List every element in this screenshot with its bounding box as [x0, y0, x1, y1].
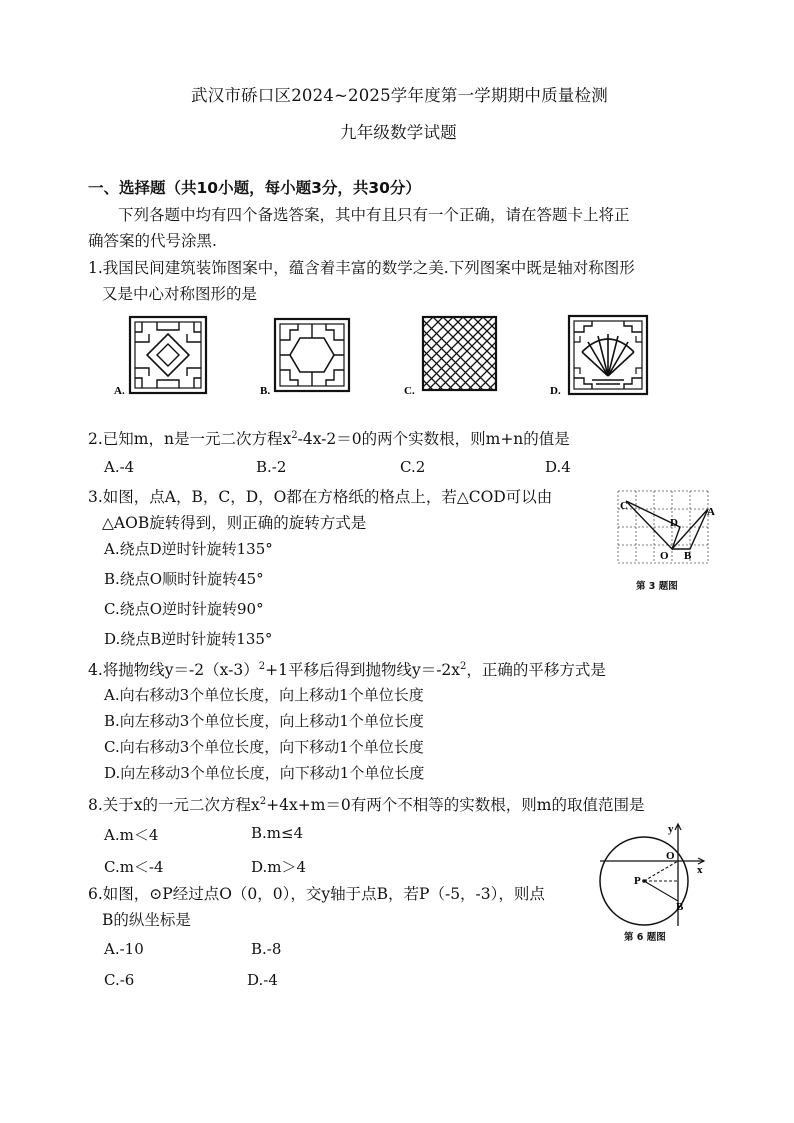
- q6-option-c: C.-6: [104, 971, 135, 989]
- q3-caption: 第 3 题图: [636, 581, 678, 592]
- q8-option-d: D.m＞4: [251, 858, 307, 876]
- instructions-line1: 下列各题中均有四个备选答案，其中有且只有一个正确，请在答题卡上将正: [118, 206, 630, 224]
- q1-figure-a: [112, 312, 212, 402]
- q4-stem-sup2: 2: [460, 661, 467, 672]
- q1-label-c: C.: [404, 385, 415, 397]
- q1-stem-line1: 1.我国民间建筑装饰图案中，蕴含着丰富的数学之美.下列图案中既是轴对称图形: [88, 259, 635, 277]
- section-heading: 一、选择题（共10小题，每小题3分，共30分）: [88, 179, 421, 197]
- q6-stem-line2: B的纵坐标是: [102, 911, 191, 929]
- q6-axis-x-label: x: [697, 864, 703, 876]
- q3-stem-line2: △AOB旋转得到，则正确的旋转方式是: [102, 514, 367, 532]
- instructions-line2: 确答案的代号涂黑.: [88, 232, 217, 250]
- exam-subtitle: 九年级数学试题: [340, 123, 457, 142]
- exam-title: 武汉市硚口区2024~2025学年度第一学期期中质量检测: [191, 86, 608, 105]
- q4-stem-b: +1平移后得到抛物线y＝-2x: [265, 661, 461, 679]
- q3-point-c: C: [620, 500, 628, 512]
- q1-label-a: A.: [114, 385, 125, 397]
- q4-option-d: D.向左移动3个单位长度，向下移动1个单位长度: [104, 764, 425, 782]
- q4-option-b: B.向左移动3个单位长度，向上移动1个单位长度: [104, 712, 424, 730]
- q2-option-b: B.-2: [256, 458, 287, 476]
- q3-point-o: O: [660, 550, 669, 562]
- q2-option-c: C.2: [400, 458, 426, 476]
- q8-stem-b: +4x+m＝0有两个不相等的实数根，则m的取值范围是: [266, 796, 645, 814]
- q3-figure: [612, 487, 724, 567]
- q6-option-a: A.-10: [104, 940, 144, 958]
- q6-point-p: P: [634, 875, 641, 887]
- q2-option-d: D.4: [545, 458, 571, 476]
- q8-option-c: C.m＜-4: [104, 858, 164, 876]
- q6-option-b: B.-8: [251, 940, 282, 958]
- q2-stem-b: -4x-2＝0的两个实数根，则m+n的值是: [297, 430, 570, 448]
- q3-point-d: D: [670, 517, 678, 529]
- q3-option-c: C.绕点O逆时针旋转90°: [104, 600, 264, 618]
- q6-point-b: B: [676, 901, 684, 913]
- q4-stem: [88, 658, 606, 680]
- q1-figure-d: [548, 312, 658, 404]
- q1-stem-line2: 又是中心对称图形的是: [102, 285, 258, 303]
- q1-figure-c: [402, 312, 502, 402]
- q8-stem: [88, 793, 645, 815]
- q3-point-b: B: [684, 550, 692, 562]
- q3-stem-line1: 3.如图，点A，B，C，D，O都在方格纸的格点上，若△COD可以由: [88, 488, 553, 506]
- q8-option-b: B.m≤4: [251, 824, 304, 842]
- q2-option-a: A.-4: [104, 458, 135, 476]
- q1-label-b: B.: [260, 385, 271, 397]
- q6-stem-line1: 6.如图，⊙P经过点O（0，0），交y轴于点B，若P（-5，-3），则点: [88, 885, 545, 903]
- q8-stem-a: 8.关于x的一元二次方程x: [88, 796, 260, 814]
- q3-point-a: A: [707, 506, 715, 518]
- q6-caption: 第 6 题图: [624, 932, 666, 943]
- q4-stem-c: ，正确的平移方式是: [466, 661, 606, 679]
- q4-option-c: C.向右移动3个单位长度，向下移动1个单位长度: [104, 738, 424, 756]
- q2-stem-sup: 2: [291, 430, 298, 441]
- q3-option-d: D.绕点B逆时针旋转135°: [104, 630, 273, 648]
- q8-option-a: A.m＜4: [104, 826, 159, 844]
- q3-option-a: A.绕点D逆时针旋转135°: [104, 540, 273, 558]
- q6-figure: [598, 822, 714, 928]
- q4-stem-a: 4.将抛物线y＝-2（x-3）: [88, 661, 259, 679]
- q3-option-b: B.绕点O顺时针旋转45°: [104, 570, 264, 588]
- q6-option-d: D.-4: [247, 971, 278, 989]
- q1-figure-b: [258, 312, 358, 402]
- q2-stem: [88, 427, 570, 449]
- q1-label-d: D.: [550, 385, 561, 397]
- q4-stem-sup: 2: [258, 661, 266, 672]
- q2-stem-a: 2.已知m，n是一元二次方程x: [88, 430, 292, 448]
- q6-point-o: O: [666, 850, 675, 862]
- q4-option-a: A.向右移动3个单位长度，向上移动1个单位长度: [104, 686, 424, 704]
- q8-stem-sup: 2: [259, 796, 267, 807]
- q6-axis-y-label: y: [668, 823, 674, 835]
